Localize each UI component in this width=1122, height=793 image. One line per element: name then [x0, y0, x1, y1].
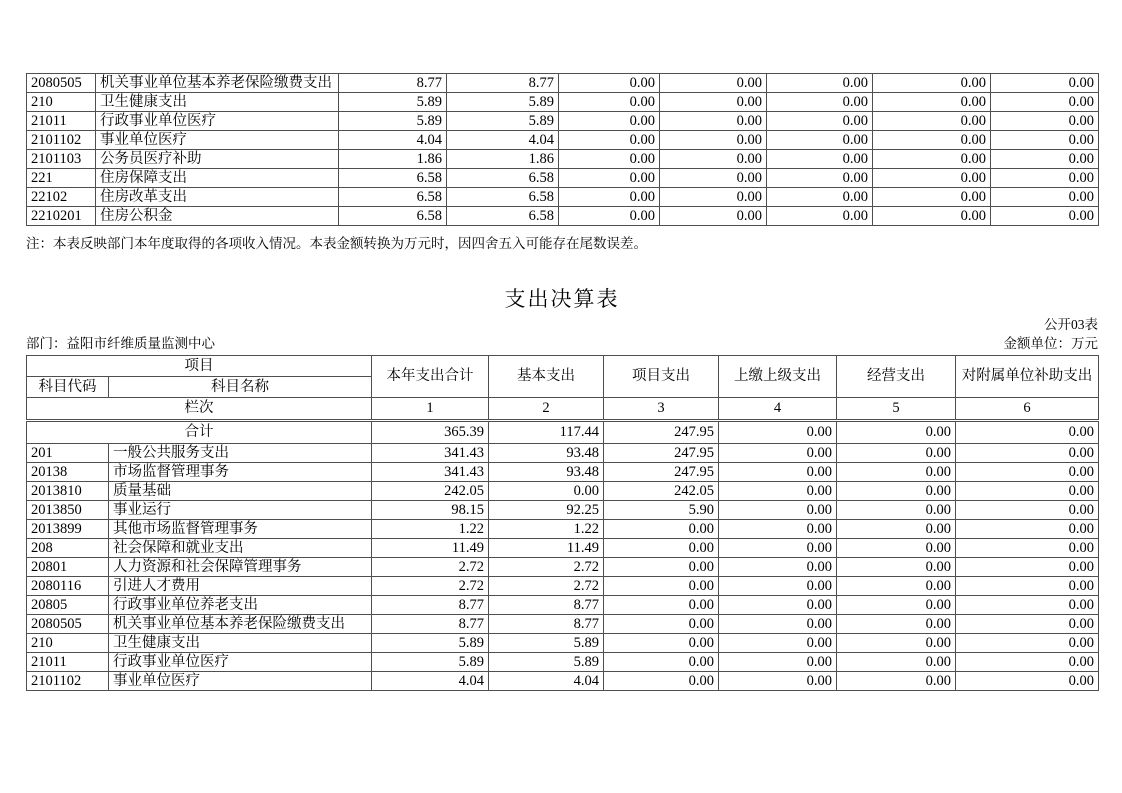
cell-amount: 0.00 — [719, 653, 837, 672]
total-amount: 117.44 — [489, 422, 604, 444]
cell-amount: 1.22 — [489, 520, 604, 539]
cell-amount: 0.00 — [660, 74, 767, 93]
table-row — [27, 93, 1099, 112]
table-row — [27, 150, 1099, 169]
total-label: 合计 — [27, 422, 372, 444]
cell-subject-code: 2013810 — [27, 482, 109, 501]
cell-amount: 0.00 — [660, 207, 767, 226]
cell-amount: 5.89 — [489, 634, 604, 653]
cell-amount: 0.00 — [837, 444, 956, 463]
cell-amount: 1.86 — [339, 150, 447, 169]
cell-amount: 2.72 — [372, 558, 489, 577]
cell-subject-code: 2210201 — [27, 207, 96, 226]
cell-amount: 0.00 — [767, 188, 873, 207]
table-note: 注：本表反映部门本年度取得的各项收入情况。本表金额转换为万元时，因四舍五入可能存在尾数误差。 — [26, 236, 647, 251]
cell-amount: 0.00 — [837, 615, 956, 634]
cell-amount: 0.00 — [604, 596, 719, 615]
cell-subject-name: 行政事业单位医疗 — [96, 112, 339, 131]
cell-amount: 0.00 — [559, 169, 660, 188]
department-label: 部门：益阳市纤维质量监测中心 — [26, 336, 215, 351]
table-row — [27, 558, 1099, 577]
cell-amount: 0.00 — [767, 93, 873, 112]
cell-amount: 5.89 — [372, 634, 489, 653]
cell-amount: 0.00 — [837, 634, 956, 653]
cell-amount: 6.58 — [447, 188, 559, 207]
cell-amount: 0.00 — [559, 207, 660, 226]
cell-amount: 93.48 — [489, 444, 604, 463]
cell-amount: 247.95 — [604, 444, 719, 463]
cell-subject-name: 其他市场监督管理事务 — [109, 520, 372, 539]
cell-amount: 0.00 — [604, 539, 719, 558]
cell-amount: 0.00 — [719, 520, 837, 539]
total-amount: 365.39 — [372, 422, 489, 444]
cell-amount: 242.05 — [372, 482, 489, 501]
cell-amount: 6.58 — [447, 169, 559, 188]
cell-amount: 242.05 — [604, 482, 719, 501]
cell-amount: 0.00 — [956, 577, 1099, 596]
header-row-project — [27, 356, 1099, 377]
cell-amount: 0.00 — [559, 131, 660, 150]
column-index-row — [27, 398, 1099, 420]
column-header-basic: 基本支出 — [489, 356, 604, 398]
cell-subject-code: 2080505 — [27, 615, 109, 634]
cell-amount: 6.58 — [447, 207, 559, 226]
cell-subject-name: 社会保障和就业支出 — [109, 539, 372, 558]
cell-amount: 0.00 — [956, 672, 1099, 691]
total-amount: 0.00 — [837, 422, 956, 444]
page-title: 支出决算表 — [504, 287, 620, 311]
cell-amount: 0.00 — [604, 577, 719, 596]
table-row — [27, 207, 1099, 226]
column-index-5: 5 — [837, 398, 956, 420]
cell-subject-code: 21011 — [27, 653, 109, 672]
column-index-6: 6 — [956, 398, 1099, 420]
table-row — [27, 463, 1099, 482]
cell-subject-name: 质量基础 — [109, 482, 372, 501]
total-row — [27, 422, 1099, 444]
cell-subject-name: 公务员医疗补助 — [96, 150, 339, 169]
cell-subject-name: 住房改革支出 — [96, 188, 339, 207]
cell-amount: 11.49 — [489, 539, 604, 558]
cell-amount: 0.00 — [837, 577, 956, 596]
cell-amount: 0.00 — [559, 188, 660, 207]
cell-amount: 0.00 — [873, 131, 991, 150]
cell-amount: 0.00 — [719, 577, 837, 596]
cell-amount: 0.00 — [837, 501, 956, 520]
column-index-3: 3 — [604, 398, 719, 420]
cell-amount: 0.00 — [719, 501, 837, 520]
table-row — [27, 596, 1099, 615]
cell-amount: 8.77 — [372, 615, 489, 634]
cell-amount: 4.04 — [339, 131, 447, 150]
cell-amount: 0.00 — [837, 596, 956, 615]
cell-amount: 5.89 — [447, 93, 559, 112]
cell-subject-name: 事业单位医疗 — [96, 131, 339, 150]
table-row — [27, 444, 1099, 463]
cell-amount: 0.00 — [660, 93, 767, 112]
cell-amount: 0.00 — [604, 558, 719, 577]
cell-subject-name: 事业单位医疗 — [109, 672, 372, 691]
cell-amount: 0.00 — [956, 615, 1099, 634]
income-table-body — [27, 74, 1099, 226]
cell-amount: 0.00 — [873, 93, 991, 112]
cell-subject-code: 20805 — [27, 596, 109, 615]
cell-amount: 0.00 — [719, 463, 837, 482]
cell-amount: 0.00 — [956, 539, 1099, 558]
cell-amount: 0.00 — [873, 74, 991, 93]
cell-subject-name: 一般公共服务支出 — [109, 444, 372, 463]
cell-subject-code: 2101102 — [27, 131, 96, 150]
cell-amount: 0.00 — [660, 169, 767, 188]
column-header-upward: 上缴上级支出 — [719, 356, 837, 398]
table-row — [27, 672, 1099, 691]
cell-amount: 0.00 — [767, 169, 873, 188]
cell-amount: 0.00 — [956, 520, 1099, 539]
column-header-subsidy: 对附属单位补助支出 — [956, 356, 1099, 398]
cell-amount: 247.95 — [604, 463, 719, 482]
cell-amount: 0.00 — [660, 150, 767, 169]
cell-subject-name: 行政事业单位医疗 — [109, 653, 372, 672]
cell-amount: 0.00 — [767, 150, 873, 169]
column-header-operating: 经营支出 — [837, 356, 956, 398]
cell-amount: 0.00 — [991, 207, 1099, 226]
cell-amount: 5.89 — [339, 93, 447, 112]
cell-amount: 11.49 — [372, 539, 489, 558]
cell-subject-code: 2080505 — [27, 74, 96, 93]
cell-amount: 0.00 — [837, 520, 956, 539]
cell-amount: 0.00 — [767, 112, 873, 131]
cell-amount: 0.00 — [837, 539, 956, 558]
cell-amount: 0.00 — [719, 482, 837, 501]
subject-code-header: 科目代码 — [27, 377, 109, 398]
table-row — [27, 501, 1099, 520]
cell-amount: 5.90 — [604, 501, 719, 520]
cell-subject-code: 2013899 — [27, 520, 109, 539]
meta-row — [26, 335, 1098, 352]
cell-subject-code: 2013850 — [27, 501, 109, 520]
cell-subject-code: 208 — [27, 539, 109, 558]
cell-amount: 93.48 — [489, 463, 604, 482]
table-row — [27, 615, 1099, 634]
cell-subject-code: 20138 — [27, 463, 109, 482]
cell-amount: 0.00 — [660, 112, 767, 131]
cell-subject-code: 201 — [27, 444, 109, 463]
cell-amount: 341.43 — [372, 463, 489, 482]
cell-amount: 0.00 — [604, 634, 719, 653]
cell-amount: 6.58 — [339, 207, 447, 226]
cell-amount: 0.00 — [719, 634, 837, 653]
cell-amount: 0.00 — [604, 520, 719, 539]
cell-amount: 1.86 — [447, 150, 559, 169]
cell-amount: 0.00 — [559, 74, 660, 93]
cell-subject-code: 210 — [27, 634, 109, 653]
cell-amount: 0.00 — [489, 482, 604, 501]
column-index-label: 栏次 — [27, 398, 372, 420]
table-row — [27, 188, 1099, 207]
cell-amount: 0.00 — [873, 150, 991, 169]
table-row — [27, 520, 1099, 539]
cell-subject-code: 2101103 — [27, 150, 96, 169]
cell-amount: 0.00 — [991, 131, 1099, 150]
total-amount: 247.95 — [604, 422, 719, 444]
cell-subject-name: 住房保障支出 — [96, 169, 339, 188]
cell-amount: 2.72 — [372, 577, 489, 596]
total-amount: 0.00 — [719, 422, 837, 444]
project-header-cell: 项目 — [27, 356, 372, 377]
subject-name-header: 科目名称 — [109, 377, 372, 398]
cell-amount: 1.22 — [372, 520, 489, 539]
cell-subject-code: 2101102 — [27, 672, 109, 691]
cell-amount: 0.00 — [719, 539, 837, 558]
cell-amount: 0.00 — [767, 74, 873, 93]
cell-amount: 0.00 — [873, 188, 991, 207]
table-row — [27, 131, 1099, 150]
cell-subject-name: 事业运行 — [109, 501, 372, 520]
expenditure-table-header — [26, 355, 1099, 420]
income-table — [26, 73, 1099, 226]
cell-amount: 341.43 — [372, 444, 489, 463]
cell-amount: 4.04 — [447, 131, 559, 150]
cell-amount: 0.00 — [559, 112, 660, 131]
cell-subject-name: 人力资源和社会保障管理事务 — [109, 558, 372, 577]
cell-amount: 6.58 — [339, 169, 447, 188]
cell-amount: 5.89 — [447, 112, 559, 131]
table-row — [27, 169, 1099, 188]
cell-amount: 0.00 — [956, 558, 1099, 577]
cell-amount: 98.15 — [372, 501, 489, 520]
cell-amount: 0.00 — [991, 74, 1099, 93]
cell-amount: 6.58 — [339, 188, 447, 207]
cell-subject-name: 机关事业单位基本养老保险缴费支出 — [109, 615, 372, 634]
cell-amount: 4.04 — [489, 672, 604, 691]
cell-amount: 0.00 — [719, 672, 837, 691]
table-row — [27, 482, 1099, 501]
column-header-total: 本年支出合计 — [372, 356, 489, 398]
cell-amount: 0.00 — [719, 444, 837, 463]
cell-subject-name: 引进人才费用 — [109, 577, 372, 596]
cell-subject-name: 机关事业单位基本养老保险缴费支出 — [96, 74, 339, 93]
cell-subject-name: 住房公积金 — [96, 207, 339, 226]
cell-amount: 8.77 — [489, 596, 604, 615]
cell-subject-name: 行政事业单位养老支出 — [109, 596, 372, 615]
column-index-4: 4 — [719, 398, 837, 420]
cell-amount: 0.00 — [991, 112, 1099, 131]
cell-subject-name: 卫生健康支出 — [96, 93, 339, 112]
expenditure-rows — [27, 444, 1099, 691]
cell-amount: 92.25 — [489, 501, 604, 520]
cell-subject-code: 21011 — [27, 112, 96, 131]
cell-amount: 4.04 — [372, 672, 489, 691]
table-row — [27, 577, 1099, 596]
cell-amount: 0.00 — [719, 615, 837, 634]
cell-amount: 0.00 — [604, 653, 719, 672]
table-row — [27, 112, 1099, 131]
cell-subject-name: 市场监督管理事务 — [109, 463, 372, 482]
cell-amount: 0.00 — [991, 169, 1099, 188]
cell-amount: 8.77 — [489, 615, 604, 634]
cell-subject-code: 20801 — [27, 558, 109, 577]
cell-amount: 0.00 — [767, 131, 873, 150]
cell-amount: 0.00 — [873, 207, 991, 226]
cell-subject-code: 210 — [27, 93, 96, 112]
table-row — [27, 74, 1099, 93]
cell-amount: 8.77 — [339, 74, 447, 93]
cell-amount: 0.00 — [956, 634, 1099, 653]
column-header-project-exp: 项目支出 — [604, 356, 719, 398]
cell-amount: 0.00 — [660, 188, 767, 207]
cell-amount: 0.00 — [991, 150, 1099, 169]
unit-label: 金额单位：万元 — [1003, 336, 1098, 351]
cell-amount: 0.00 — [956, 653, 1099, 672]
cell-amount: 0.00 — [873, 112, 991, 131]
cell-amount: 0.00 — [956, 501, 1099, 520]
cell-amount: 0.00 — [767, 207, 873, 226]
sheet-label: 公开03表 — [1044, 317, 1098, 332]
cell-amount: 0.00 — [719, 596, 837, 615]
cell-amount: 0.00 — [559, 150, 660, 169]
table-row — [27, 634, 1099, 653]
cell-amount: 0.00 — [837, 482, 956, 501]
total-amount: 0.00 — [956, 422, 1099, 444]
cell-amount: 8.77 — [447, 74, 559, 93]
table-row — [27, 653, 1099, 672]
cell-amount: 5.89 — [339, 112, 447, 131]
cell-amount: 0.00 — [956, 482, 1099, 501]
cell-subject-name: 卫生健康支出 — [109, 634, 372, 653]
column-index-2: 2 — [489, 398, 604, 420]
cell-subject-code: 22102 — [27, 188, 96, 207]
cell-amount: 0.00 — [719, 558, 837, 577]
column-index-1: 1 — [372, 398, 489, 420]
cell-amount: 0.00 — [991, 93, 1099, 112]
cell-amount: 0.00 — [956, 444, 1099, 463]
cell-amount: 0.00 — [604, 672, 719, 691]
table-row — [27, 539, 1099, 558]
cell-amount: 0.00 — [660, 131, 767, 150]
cell-amount: 2.72 — [489, 558, 604, 577]
cell-amount: 5.89 — [372, 653, 489, 672]
cell-amount: 2.72 — [489, 577, 604, 596]
cell-amount: 5.89 — [489, 653, 604, 672]
expenditure-table-body — [26, 421, 1099, 691]
cell-amount: 0.00 — [956, 463, 1099, 482]
cell-amount: 0.00 — [991, 188, 1099, 207]
cell-amount: 0.00 — [559, 93, 660, 112]
cell-subject-code: 2080116 — [27, 577, 109, 596]
cell-amount: 8.77 — [372, 596, 489, 615]
cell-amount: 0.00 — [604, 615, 719, 634]
cell-amount: 0.00 — [837, 672, 956, 691]
cell-amount: 0.00 — [873, 169, 991, 188]
cell-subject-code: 221 — [27, 169, 96, 188]
cell-amount: 0.00 — [837, 653, 956, 672]
cell-amount: 0.00 — [837, 558, 956, 577]
cell-amount: 0.00 — [837, 463, 956, 482]
cell-amount: 0.00 — [956, 596, 1099, 615]
